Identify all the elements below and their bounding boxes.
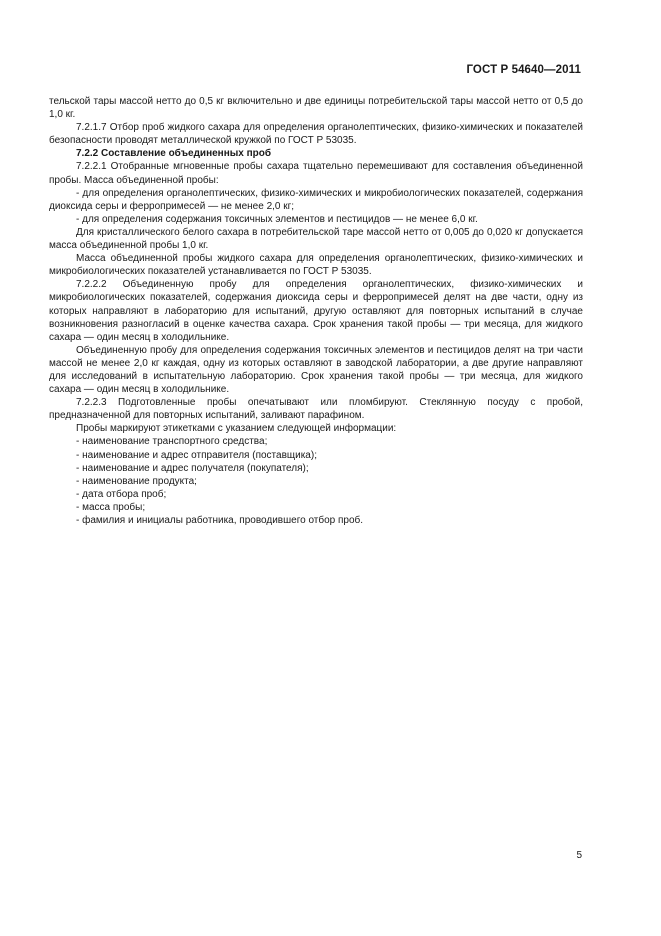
paragraph-liquid-sugar-mass: Масса объединенной пробы жидкого сахара для определения органолептических, физико-химических и микробиологических показателей устанавливается по ГОСТ Р 53035. <box>49 253 583 278</box>
paragraph-labeling-intro: Пробы маркируют этикетками с указанием следующей информации: <box>76 423 397 435</box>
paragraph-7-2-2-1: 7.2.2.1 Отобранные мгновенные пробы сахара тщательно перемешивают для составления объединенной пробы. Масса объединенной пробы: <box>49 161 583 186</box>
paragraph-continuation: тельской тары массой нетто до 0,5 кг включительно и две единицы потребительской тары массой нетто от 0,5 до 1,0 кг. <box>49 96 583 121</box>
page-number: 5 <box>576 850 582 861</box>
paragraph-7-2-1-7: 7.2.1.7 Отбор проб жидкого сахара для определения органолептических, физико-химических и показателей безопасности проводят металлической кружкой по ГОСТ Р 53035. <box>49 122 583 147</box>
paragraph-crystal-sugar: Для кристаллического белого сахара в потребительской таре массой нетто от 0,005 до 0,020 кг допускается масса объединенной пробы 1,0 кг. <box>49 226 583 252</box>
list-item: - наименование и адрес получателя (покупателя); <box>76 462 309 474</box>
list-item: - наименование транспортного средства; <box>76 436 268 448</box>
paragraph-toxic-split: Объединенную пробу для определения содержания токсичных элементов и пестицидов делят на три части массой не менее 2,0 кг каждая, одну из которых оставляют в заводской лаборатории, а две другие направляют для исследований в испытательную лабораторию. Срок хранения такой пробы — три месяца, для жидкого сахара — один месяц в холодильнике. <box>49 344 583 396</box>
list-item: - дата отбора проб; <box>76 488 167 500</box>
list-item: - наименование продукта; <box>76 475 197 487</box>
paragraph-7-2-2-2: 7.2.2.2 Объединенную пробу для определения органолептических, физико-химических и микробиологических показателей, содержания диоксида серы и ферропримесей делят на две части, одну из которых направляют в лабораторию для испытаний, другую оставляют для повторных испытаний в случае возникновения разногласий в оценке качества сахара. Срок хранения такой пробы — три месяца, для жидкого сахара — один месяц в холодильнике. <box>49 279 583 343</box>
paragraph-7-2-2-3: 7.2.2.3 Подготовленные пробы опечатывают или пломбируют. Стеклянную посуду с пробой, предназначенной для повторных испытаний, заливают парафином. <box>49 397 583 422</box>
mass-item-toxic: - для определения содержания токсичных элементов и пестицидов — не менее 6,0 кг. <box>76 213 478 225</box>
document-code-header: ГОСТ Р 54640—2011 <box>466 64 581 76</box>
list-item: - наименование и адрес отправителя (поставщика); <box>76 449 317 461</box>
list-item: - фамилия и инициалы работника, проводившего отбор проб. <box>76 515 364 526</box>
section-heading-7-2-2: 7.2.2 Составление объединенных проб <box>76 148 272 160</box>
document-body <box>49 95 583 527</box>
list-item: - масса пробы; <box>76 501 146 513</box>
mass-item-organoleptic: - для определения органолептических, физико-химических и микробиологических показателей, содержания диоксида серы и ферропримесей — не менее 2,0 кг; <box>49 187 583 212</box>
